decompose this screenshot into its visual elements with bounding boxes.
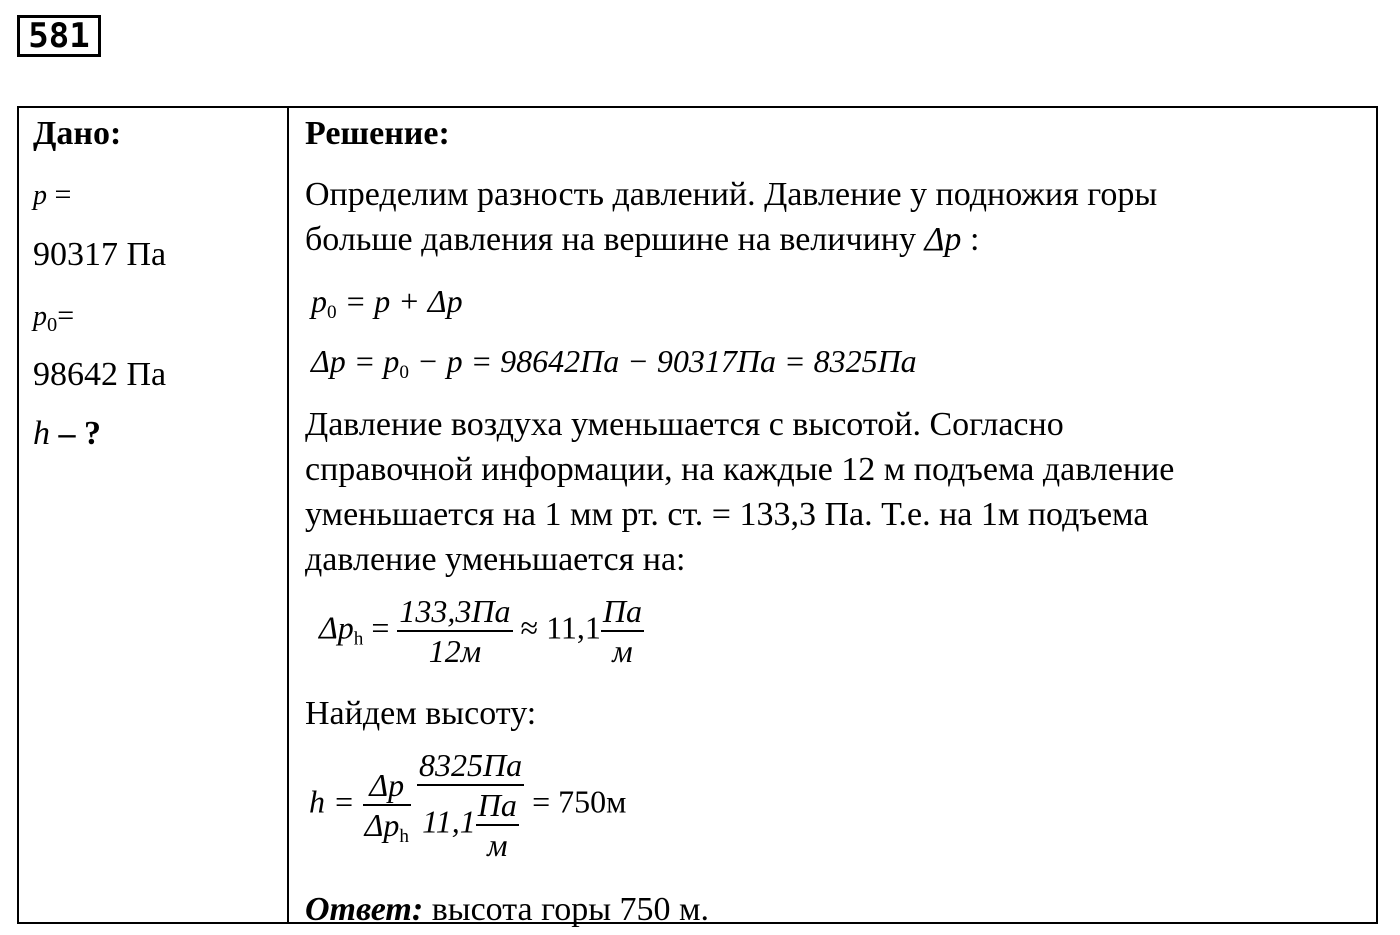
- p0-symbol: p: [33, 301, 47, 332]
- given-column: [33, 114, 273, 520]
- formula-result: = 750м: [524, 783, 627, 820]
- paragraph-line: Определим разность давлений. Давление у подножия горы: [305, 176, 1158, 213]
- formula-height: [309, 746, 626, 864]
- given-p0-value: 98642 Па: [33, 356, 167, 393]
- delta-p-symbol: Δp: [924, 221, 962, 258]
- h-question: – ?: [50, 415, 101, 452]
- denominator-text: Δp: [364, 807, 400, 843]
- given-p-value: 90317 Па: [33, 236, 167, 273]
- given-header: Дано:: [33, 115, 122, 152]
- fraction-numerator: Па: [476, 786, 519, 826]
- denominator-prefix: 11,1: [422, 803, 476, 840]
- fraction: [601, 592, 644, 670]
- solution-table: [17, 106, 1378, 928]
- paragraph-line: [305, 217, 1157, 262]
- fraction: [417, 746, 524, 864]
- fraction-numerator: 8325Па: [417, 746, 524, 786]
- answer-label: Ответ:: [305, 891, 424, 928]
- p-symbol: p: [33, 180, 47, 211]
- fraction: [397, 592, 512, 670]
- fraction-denominator: м: [612, 633, 633, 669]
- p0-equals: =: [57, 299, 75, 332]
- p-equals: =: [47, 178, 72, 211]
- answer-text: высота горы 750 м.: [423, 891, 710, 928]
- column-divider: [287, 108, 289, 922]
- paragraph-pressure-altitude: [305, 402, 1174, 582]
- colon: :: [961, 221, 980, 258]
- fraction: [363, 766, 411, 847]
- formula-rhs: − p = 98642Па − 90317Па = 8325Па: [408, 343, 917, 379]
- formula-delta-p: [311, 342, 917, 383]
- paragraph-line: давление уменьшается на:: [305, 541, 686, 578]
- formula-lhs: h =: [309, 783, 363, 820]
- formula-subscript: h: [353, 628, 364, 650]
- p0-subscript: 0: [47, 314, 58, 336]
- equals-sign: =: [363, 609, 398, 646]
- approx-value: ≈ 11,1: [512, 609, 601, 646]
- formula-subscript: 0: [399, 362, 409, 383]
- given-p: [33, 174, 71, 216]
- given-h-unknown: [33, 414, 101, 454]
- given-p0: [33, 295, 74, 337]
- fraction-denominator: [417, 786, 524, 864]
- nested-fraction: [476, 786, 519, 864]
- paragraph-pressure-difference: [305, 172, 1157, 262]
- given-list: [33, 160, 273, 520]
- formula-subscript: 0: [327, 302, 337, 323]
- formula-p0: [311, 282, 463, 323]
- formula-subscript: h: [399, 826, 409, 847]
- paragraph-line: справочной информации, на каждые 12 м подъема давление: [305, 451, 1175, 488]
- paragraph-line: Давление воздуха уменьшается с высотой. Согласно: [305, 406, 1064, 443]
- problem-number: 581: [17, 15, 101, 57]
- formula-lhs: Δp: [319, 609, 354, 646]
- fraction-denominator: [363, 806, 411, 847]
- formula-delta-ph: [319, 592, 644, 670]
- answer-line: [305, 887, 709, 932]
- solution-header: Решение:: [305, 115, 450, 152]
- formula-lhs: p: [311, 283, 327, 319]
- h-symbol: h: [33, 415, 50, 452]
- formula-lhs: Δp = p: [311, 343, 400, 379]
- fraction-numerator: 133,3Па: [397, 592, 512, 632]
- paragraph-find-height: Найдем высоту:: [305, 695, 537, 732]
- fraction-numerator: Δp: [363, 766, 411, 806]
- paragraph-line: уменьшается на 1 мм рт. ст. = 133,3 Па. Т.е. на 1м подъема: [305, 496, 1149, 533]
- formula-rhs: = p + Δp: [336, 283, 463, 319]
- fraction-denominator: м: [487, 827, 508, 863]
- fraction-numerator: Па: [601, 592, 644, 632]
- fraction-denominator: 12м: [428, 633, 482, 669]
- paragraph-text: больше давления на вершине на величину: [305, 221, 925, 258]
